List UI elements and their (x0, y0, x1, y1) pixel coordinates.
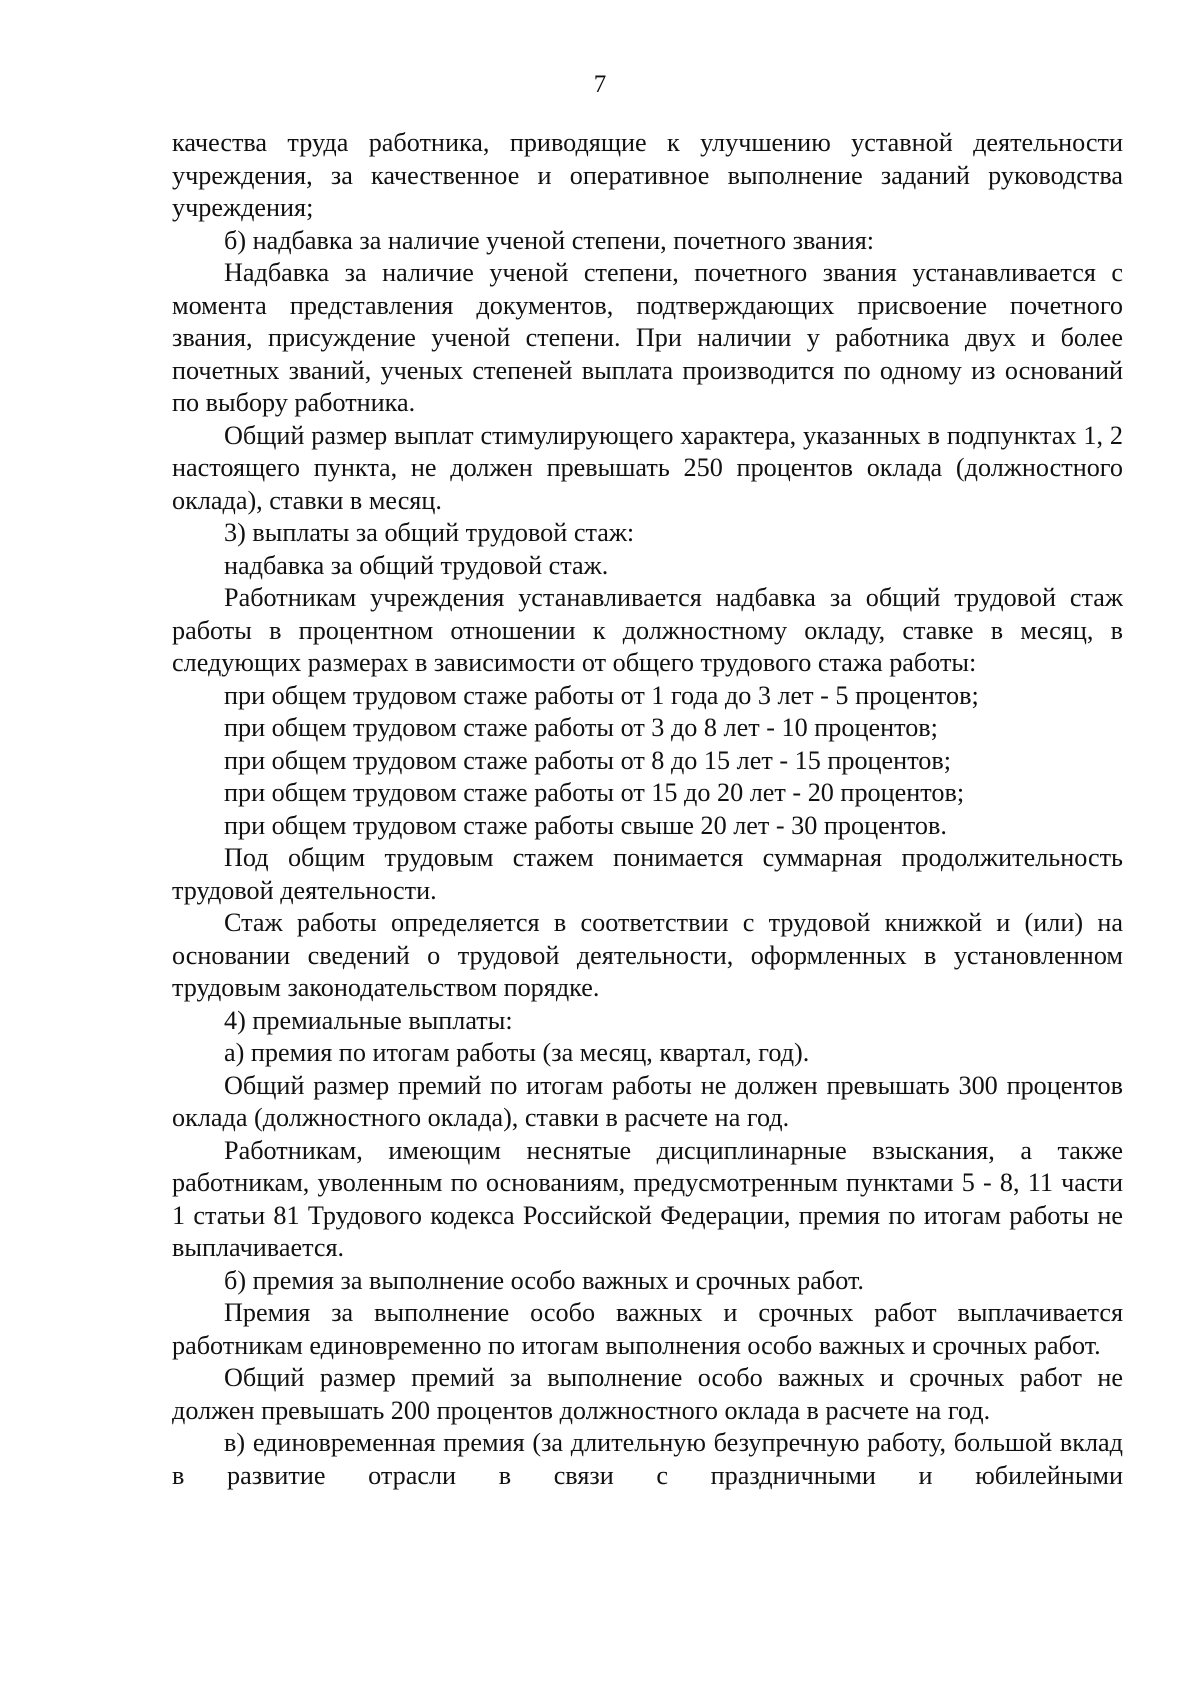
paragraph: в) единовременная премия (за длительную безупречную работу, большой вклад в развитие отрасли в связи с праздничными и юбилейными (172, 1428, 1123, 1490)
paragraph: 3) выплаты за общий трудовой стаж: (224, 518, 635, 547)
paragraph: Общий размер выплат стимулирующего характера, указанных в подпунктах 1, 2 настоящего пункта, не должен превышать 250 процентов оклада (должностного оклада), ставки в месяц. (172, 420, 1123, 515)
list-item: при общем трудовом стаже работы от 15 до 20 лет - 20 процентов; (224, 778, 965, 807)
list-item: при общем трудовом стаже работы от 3 до 8 лет - 10 процентов; (224, 713, 938, 742)
paragraph: Под общим трудовым стажем понимается суммарная продолжительность трудовой деятельности. (172, 843, 1123, 905)
paragraph: Общий размер премий по итогам работы не должен превышать 300 процентов оклада (должностного оклада), ставки в расчете на год. (172, 1070, 1123, 1132)
paragraph: Работникам, имеющим неснятые дисциплинарные взыскания, а также работникам, уволенным по основаниям, предусмотренным пунктами 5 - 8, 11 части 1 статьи 81 Трудового кодекса Российской Федерации, премия по итогам работы не выплачивается. (172, 1135, 1123, 1262)
paragraph: а) премия по итогам работы (за месяц, квартал, год). (224, 1038, 810, 1067)
paragraph: качества труда работника, приводящие к улучшению уставной деятельности учреждения, за качественное и оперативное выполнение заданий руководства учреждения; (172, 128, 1123, 222)
paragraph: б) надбавка за наличие ученой степени, почетного звания: (224, 225, 875, 255)
paragraph: надбавка за общий трудовой стаж. (224, 550, 609, 580)
paragraph: 4) премиальные выплаты: (224, 1005, 513, 1035)
paragraph: б) премия за выполнение особо важных и срочных работ. (224, 1265, 864, 1295)
paragraph: Премия за выполнение особо важных и срочных работ выплачивается работникам единовременно по итогам выполнения особо важных и срочных работ. (172, 1298, 1123, 1360)
paragraph: Работникам учреждения устанавливается надбавка за общий трудовой стаж работы в процентном отношении к должностному окладу, ставке в месяц, в следующих размерах в зависимости от общего трудового стажа работы: (172, 583, 1123, 677)
list-item: при общем трудовом стаже работы от 1 года до 3 лет - 5 процентов; (224, 680, 979, 710)
paragraph: Общий размер премий за выполнение особо важных и срочных работ не должен превышать 200 процентов должностного оклада в расчете на год. (172, 1363, 1123, 1425)
page-number: 7 (593, 71, 607, 98)
document-body (172, 127, 1123, 1492)
paragraph: Стаж работы определяется в соответствии с трудовой книжкой и (или) на основании сведений о трудовой деятельности, оформленных в установленном трудовым законодательством порядке. (172, 908, 1123, 1002)
list-item: при общем трудовом стаже работы свыше 20 лет - 30 процентов. (224, 810, 947, 840)
list-item: при общем трудовом стаже работы от 8 до 15 лет - 15 процентов; (224, 745, 952, 775)
paragraph: Надбавка за наличие ученой степени, почетного звания устанавливается с момента представления документов, подтверждающих присвоение почетного звания, присуждение ученой степени. При наличии у работника двух и более почетных званий, ученых степеней выплата производится по одному из оснований по выбору работника. (172, 258, 1123, 417)
